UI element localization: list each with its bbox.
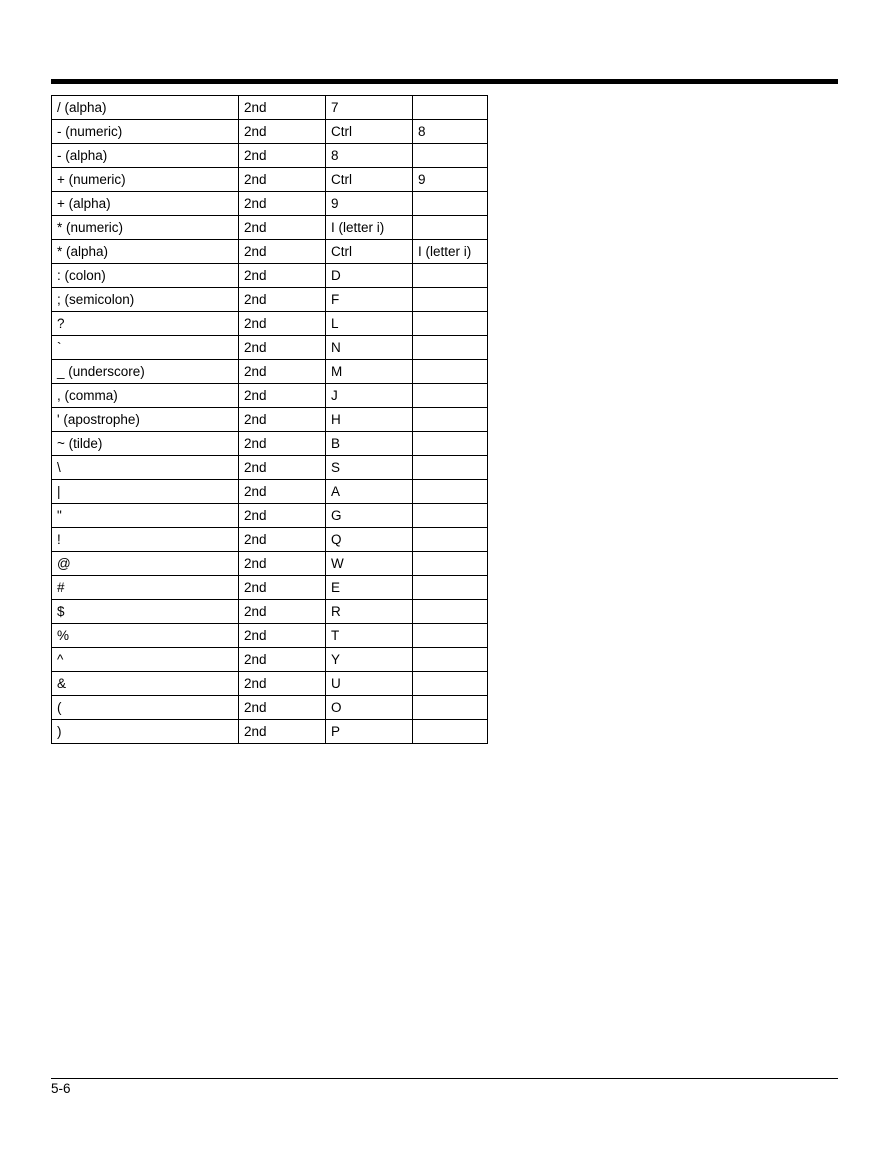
key-3-cell	[413, 504, 488, 528]
key-1-cell: 2nd	[239, 648, 326, 672]
key-3-cell	[413, 720, 488, 744]
key-3-cell	[413, 600, 488, 624]
key-1-cell: 2nd	[239, 672, 326, 696]
key-2-cell: M	[326, 360, 413, 384]
key-1-cell: 2nd	[239, 696, 326, 720]
key-table-body	[52, 96, 488, 744]
table-row	[52, 216, 488, 240]
character-cell: ' (apostrophe)	[52, 408, 239, 432]
character-cell: - (alpha)	[52, 144, 239, 168]
table-row	[52, 528, 488, 552]
key-1-cell: 2nd	[239, 576, 326, 600]
key-1-cell: 2nd	[239, 96, 326, 120]
character-cell: * (alpha)	[52, 240, 239, 264]
key-2-cell: Ctrl	[326, 240, 413, 264]
character-cell: _ (underscore)	[52, 360, 239, 384]
key-2-cell: Ctrl	[326, 168, 413, 192]
key-2-cell: T	[326, 624, 413, 648]
key-2-cell: Y	[326, 648, 413, 672]
table-row	[52, 672, 488, 696]
key-1-cell: 2nd	[239, 264, 326, 288]
character-cell: |	[52, 480, 239, 504]
character-cell: @	[52, 552, 239, 576]
key-1-cell: 2nd	[239, 432, 326, 456]
key-2-cell: G	[326, 504, 413, 528]
header-rule	[51, 79, 838, 84]
table-row	[52, 264, 488, 288]
table-row	[52, 432, 488, 456]
key-1-cell: 2nd	[239, 336, 326, 360]
character-cell: !	[52, 528, 239, 552]
key-3-cell	[413, 648, 488, 672]
character-cell: "	[52, 504, 239, 528]
key-1-cell: 2nd	[239, 384, 326, 408]
table-row	[52, 384, 488, 408]
key-1-cell: 2nd	[239, 528, 326, 552]
key-2-cell: P	[326, 720, 413, 744]
key-3-cell	[413, 456, 488, 480]
key-1-cell: 2nd	[239, 288, 326, 312]
character-cell: \	[52, 456, 239, 480]
key-1-cell: 2nd	[239, 312, 326, 336]
key-3-cell	[413, 312, 488, 336]
character-cell: (	[52, 696, 239, 720]
key-2-cell: F	[326, 288, 413, 312]
key-1-cell: 2nd	[239, 240, 326, 264]
table-row	[52, 96, 488, 120]
table-row	[52, 408, 488, 432]
character-cell: / (alpha)	[52, 96, 239, 120]
key-2-cell: U	[326, 672, 413, 696]
key-2-cell: E	[326, 576, 413, 600]
key-3-cell	[413, 336, 488, 360]
key-3-cell: I (letter i)	[413, 240, 488, 264]
table-row	[52, 192, 488, 216]
key-2-cell: 7	[326, 96, 413, 120]
character-cell: ~ (tilde)	[52, 432, 239, 456]
table-row	[52, 576, 488, 600]
key-3-cell	[413, 552, 488, 576]
table-row	[52, 168, 488, 192]
table-row	[52, 696, 488, 720]
key-2-cell: S	[326, 456, 413, 480]
key-2-cell: O	[326, 696, 413, 720]
character-cell: - (numeric)	[52, 120, 239, 144]
key-2-cell: B	[326, 432, 413, 456]
key-1-cell: 2nd	[239, 720, 326, 744]
key-2-cell: Ctrl	[326, 120, 413, 144]
key-2-cell: I (letter i)	[326, 216, 413, 240]
table-row	[52, 720, 488, 744]
key-3-cell	[413, 576, 488, 600]
key-1-cell: 2nd	[239, 192, 326, 216]
key-1-cell: 2nd	[239, 168, 326, 192]
key-combination-table	[51, 95, 488, 744]
key-3-cell	[413, 144, 488, 168]
key-2-cell: D	[326, 264, 413, 288]
key-3-cell	[413, 216, 488, 240]
key-3-cell	[413, 192, 488, 216]
key-2-cell: W	[326, 552, 413, 576]
character-cell: #	[52, 576, 239, 600]
table-row	[52, 288, 488, 312]
character-cell: )	[52, 720, 239, 744]
character-cell: ?	[52, 312, 239, 336]
key-2-cell: L	[326, 312, 413, 336]
key-3-cell	[413, 672, 488, 696]
key-2-cell: Q	[326, 528, 413, 552]
key-2-cell: N	[326, 336, 413, 360]
key-1-cell: 2nd	[239, 120, 326, 144]
table-row	[52, 360, 488, 384]
key-3-cell	[413, 360, 488, 384]
key-3-cell	[413, 408, 488, 432]
table-row	[52, 504, 488, 528]
character-cell: $	[52, 600, 239, 624]
table-row	[52, 456, 488, 480]
key-3-cell	[413, 96, 488, 120]
key-3-cell: 8	[413, 120, 488, 144]
key-3-cell	[413, 696, 488, 720]
character-cell: + (numeric)	[52, 168, 239, 192]
key-2-cell: H	[326, 408, 413, 432]
key-3-cell	[413, 384, 488, 408]
key-1-cell: 2nd	[239, 144, 326, 168]
character-cell: ^	[52, 648, 239, 672]
table-row	[52, 648, 488, 672]
key-1-cell: 2nd	[239, 552, 326, 576]
table-row	[52, 312, 488, 336]
character-cell: %	[52, 624, 239, 648]
key-1-cell: 2nd	[239, 360, 326, 384]
character-cell: + (alpha)	[52, 192, 239, 216]
key-2-cell: J	[326, 384, 413, 408]
table-row	[52, 480, 488, 504]
key-1-cell: 2nd	[239, 216, 326, 240]
page-number: 5-6	[51, 1081, 71, 1096]
key-3-cell	[413, 288, 488, 312]
key-3-cell	[413, 528, 488, 552]
key-1-cell: 2nd	[239, 600, 326, 624]
key-3-cell	[413, 624, 488, 648]
footer-rule	[51, 1078, 838, 1079]
character-cell: * (numeric)	[52, 216, 239, 240]
key-3-cell	[413, 432, 488, 456]
table-row	[52, 552, 488, 576]
table-row	[52, 240, 488, 264]
character-cell: `	[52, 336, 239, 360]
key-1-cell: 2nd	[239, 624, 326, 648]
table-row	[52, 600, 488, 624]
character-cell: , (comma)	[52, 384, 239, 408]
table-row	[52, 144, 488, 168]
key-1-cell: 2nd	[239, 456, 326, 480]
table-row	[52, 624, 488, 648]
key-1-cell: 2nd	[239, 480, 326, 504]
table-row	[52, 336, 488, 360]
key-3-cell	[413, 480, 488, 504]
key-1-cell: 2nd	[239, 408, 326, 432]
character-cell: ; (semicolon)	[52, 288, 239, 312]
key-3-cell	[413, 264, 488, 288]
character-cell: &	[52, 672, 239, 696]
key-3-cell: 9	[413, 168, 488, 192]
key-2-cell: 9	[326, 192, 413, 216]
key-2-cell: 8	[326, 144, 413, 168]
key-2-cell: R	[326, 600, 413, 624]
character-cell: : (colon)	[52, 264, 239, 288]
key-2-cell: A	[326, 480, 413, 504]
key-1-cell: 2nd	[239, 504, 326, 528]
table-row	[52, 120, 488, 144]
